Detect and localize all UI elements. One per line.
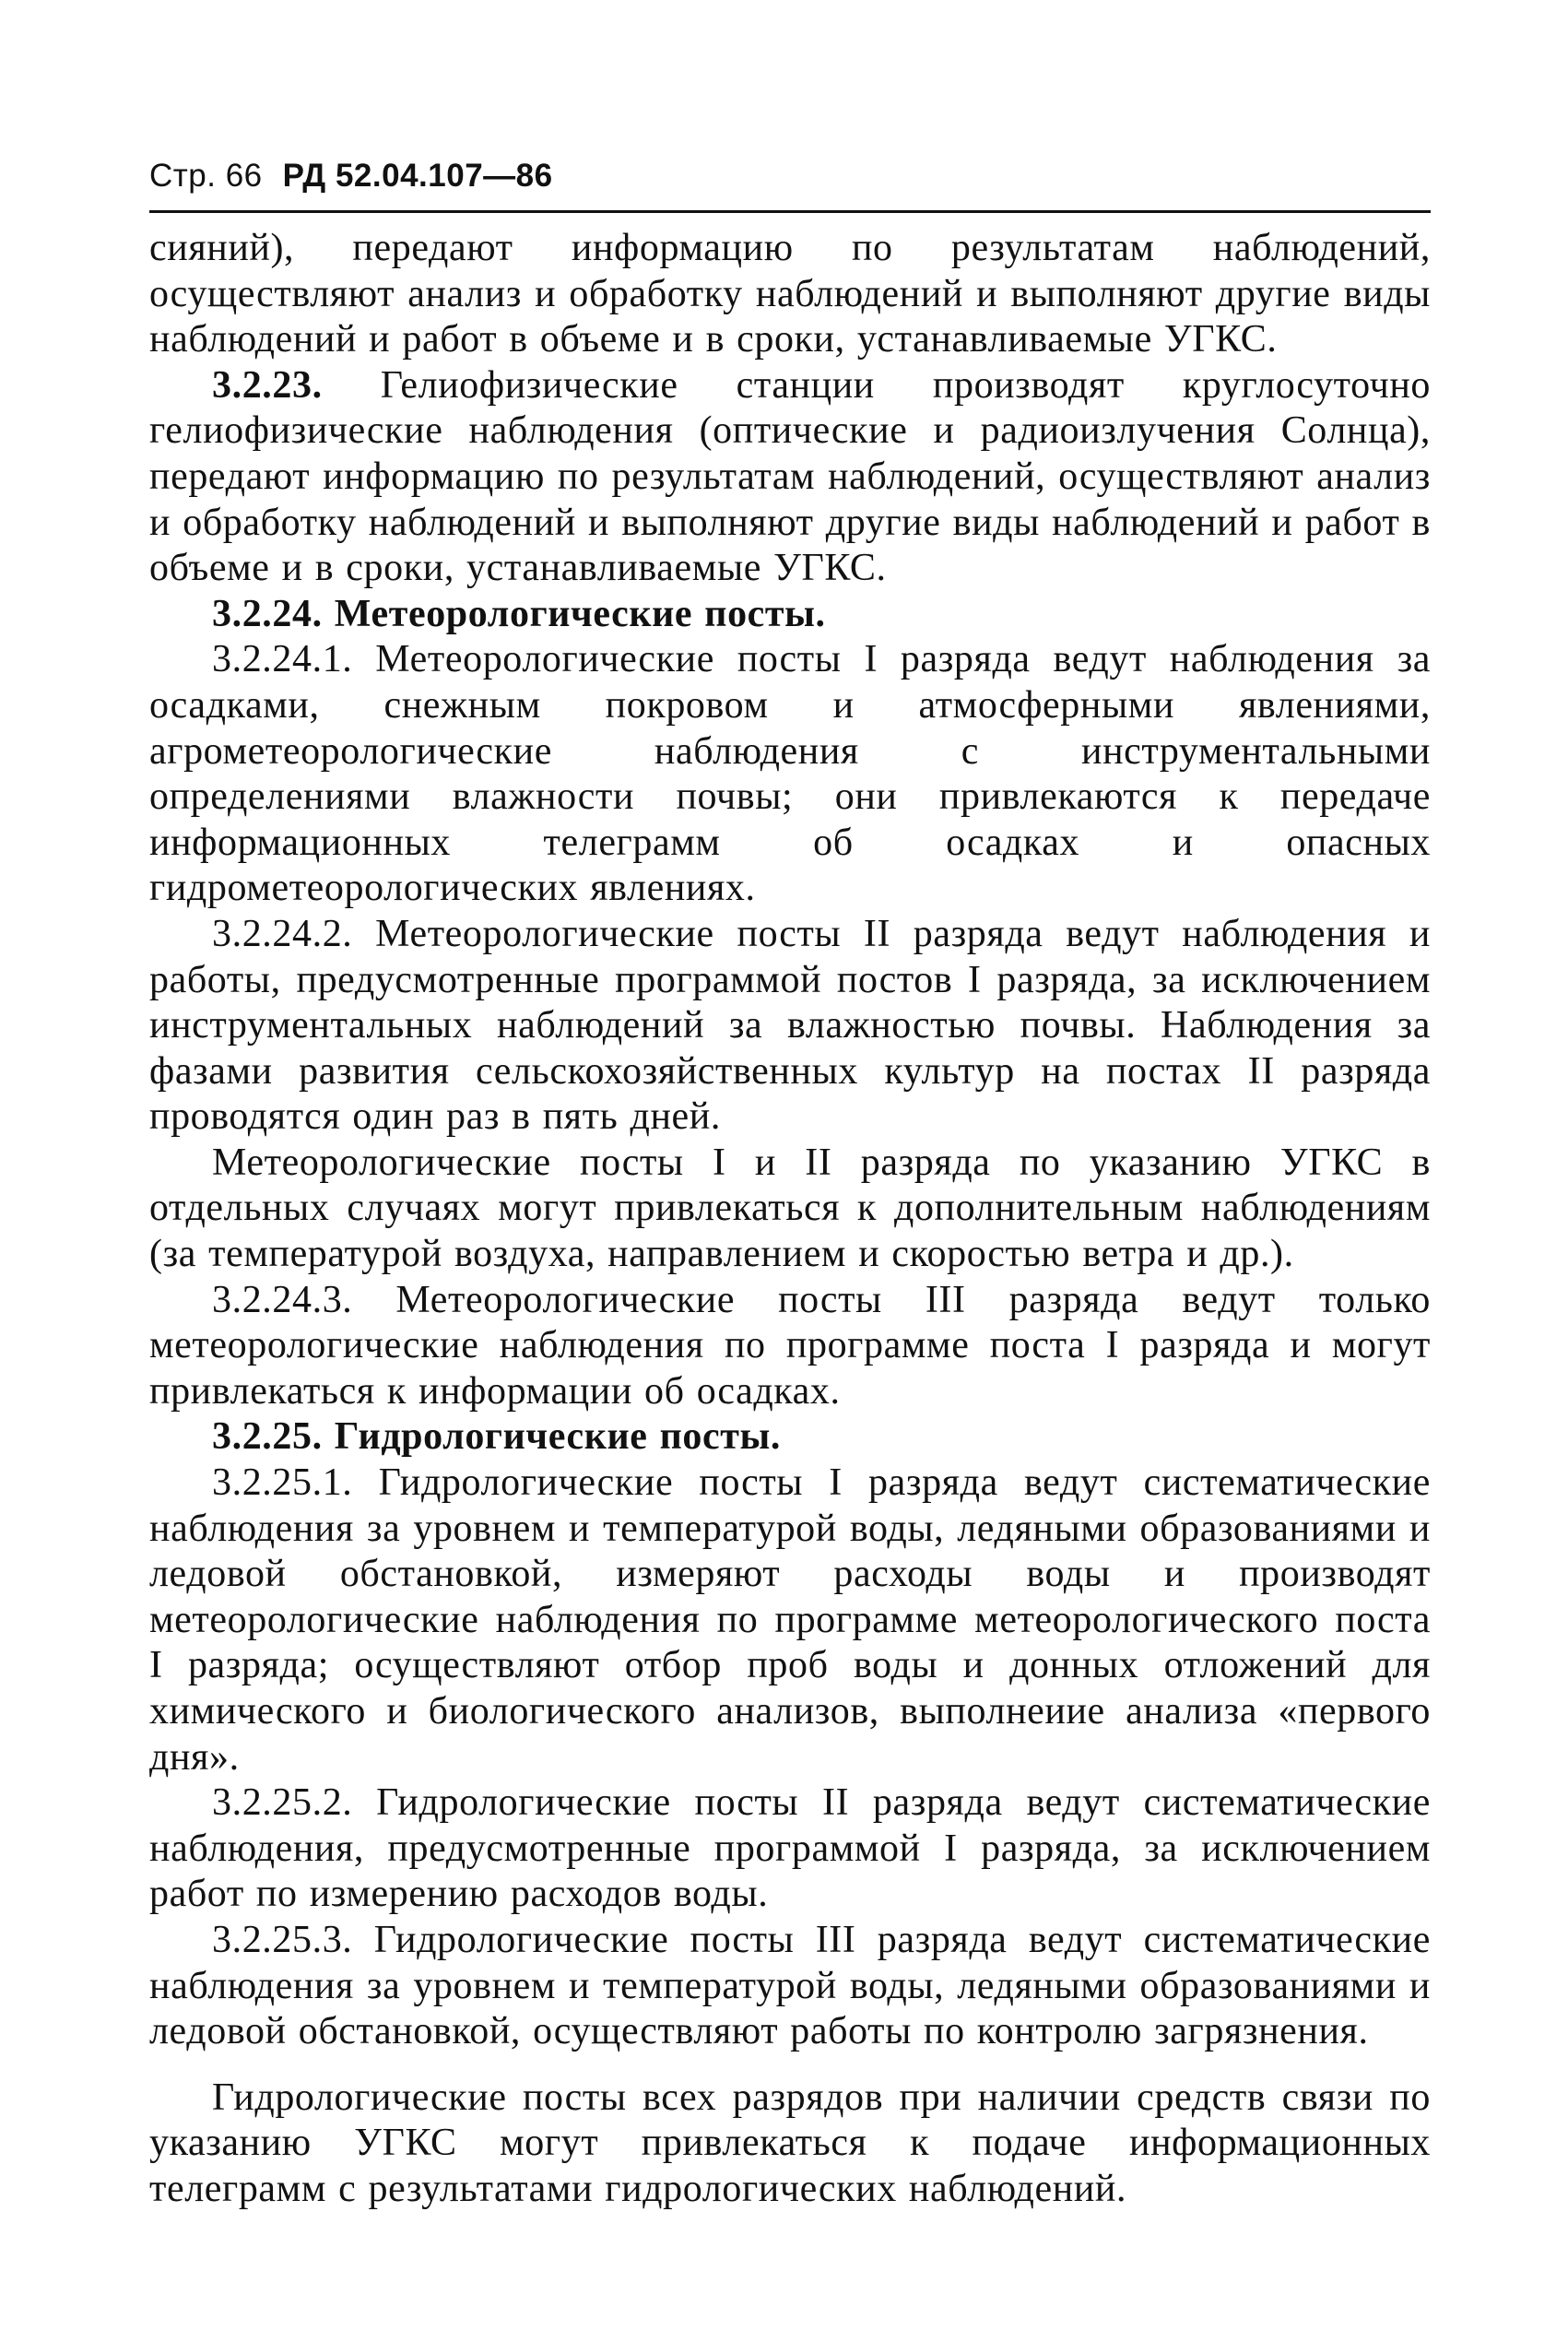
document-page bbox=[149, 155, 1431, 2213]
paragraph-3-2-24-2: 3.2.24.2. Метеорологические посты II разряда ведут наблюдения и работы, предусмотренные программой постов I разряда, за исключением инструментальных наблюдений за влажностью почвы. Наблюдения за фазами развития сельскохозяйственных культур на постах II разряда проводятся один раз в пять дней. bbox=[149, 912, 1431, 1139]
paragraph-3-2-23 bbox=[149, 363, 1431, 592]
paragraph-3-2-24-1: 3.2.24.1. Метеорологические посты I разряда ведут наблюдения за осадками, снежным покровом и атмосферными явлениями, агрометеорологические наблюдения с инструментальными определениями влажности почвы; они привлекаются к передаче информационных телеграмм об осадках и опасных гидрометеорологических явлениях. bbox=[149, 638, 1431, 910]
paragraph-3-2-25-1: 3.2.25.1. Гидрологические посты I разряда ведут систематические наблюдения за уровнем и температурой воды, ледяными образованиями и ледовой обстановкой, измеряют расходы воды и производят метеорологические наблюдения по программе метеорологического поста I разряда; осуществляют отбор проб воды и донных отложений для химического и биологического анализов, выполнеиие анализа «первого дня». bbox=[149, 1461, 1431, 1779]
page-number: Стр. 66 bbox=[149, 158, 263, 194]
header-rule bbox=[149, 210, 1431, 213]
body-text bbox=[149, 226, 1431, 2213]
clause-text: Гелиофизические станции производят круглосуточно гелиофизические наблюдения (оптические и радиоизлучения Солнца), передают информацию по результатам наблюдений, осуществляют анализ и обработку наблюдений и выполняют другие виды наблюдений и работ в объеме и в сроки, устанавливаемые УГКС. bbox=[149, 363, 1431, 590]
paragraph-3-2-25-3: 3.2.25.3. Гидрологические посты III разряда ведут систематические наблюдения за уровнем и температурой воды, ледяными образованиями и ледовой обстановкой, осуществляют работы по контролю загрязнения. bbox=[149, 1918, 1431, 2053]
heading-3-2-25: 3.2.25. Гидрологические посты. bbox=[212, 1415, 781, 1459]
paragraph-3-2-24-3: 3.2.24.3. Метеорологические посты III разряда ведут только метеорологические наблюдения по программе поста I разряда и могут привлекаться к информации об осадках. bbox=[149, 1278, 1431, 1413]
document-code: РД 52.04.107—86 bbox=[282, 158, 553, 194]
paragraph-additional-observations: Метеорологические посты I и II разряда по указанию УГКС в отдельных случаях могут привлекаться к дополнительным наблюдениям (за температурой воздуха, направлением и скоростью ветра и др.). bbox=[149, 1141, 1431, 1276]
page-header bbox=[149, 155, 1431, 197]
paragraph-3-2-25-2: 3.2.25.2. Гидрологические посты II разряда ведут систематические наблюдения, предусмотренные программой I разряда, за исключением работ по измерению расходов воды. bbox=[149, 1781, 1431, 1916]
paragraph-hydrological-telegrams: Гидрологические посты всех разрядов при наличии средств связи по указанию УГКС могут привлекаться к подаче информационных телеграмм с результатами гидрологических наблюдений. bbox=[149, 2076, 1431, 2210]
clause-number: 3.2.23. bbox=[212, 363, 323, 407]
heading-3-2-24: 3.2.24. Метеорологические посты. bbox=[212, 592, 826, 635]
paragraph-continuation: сияний), передают информацию по результатам наблюдений, осуществляют анализ и обработку наблюдений и выполняют другие виды наблюдений и работ в объеме и в сроки, устанавливаемые УГКС. bbox=[149, 227, 1431, 361]
